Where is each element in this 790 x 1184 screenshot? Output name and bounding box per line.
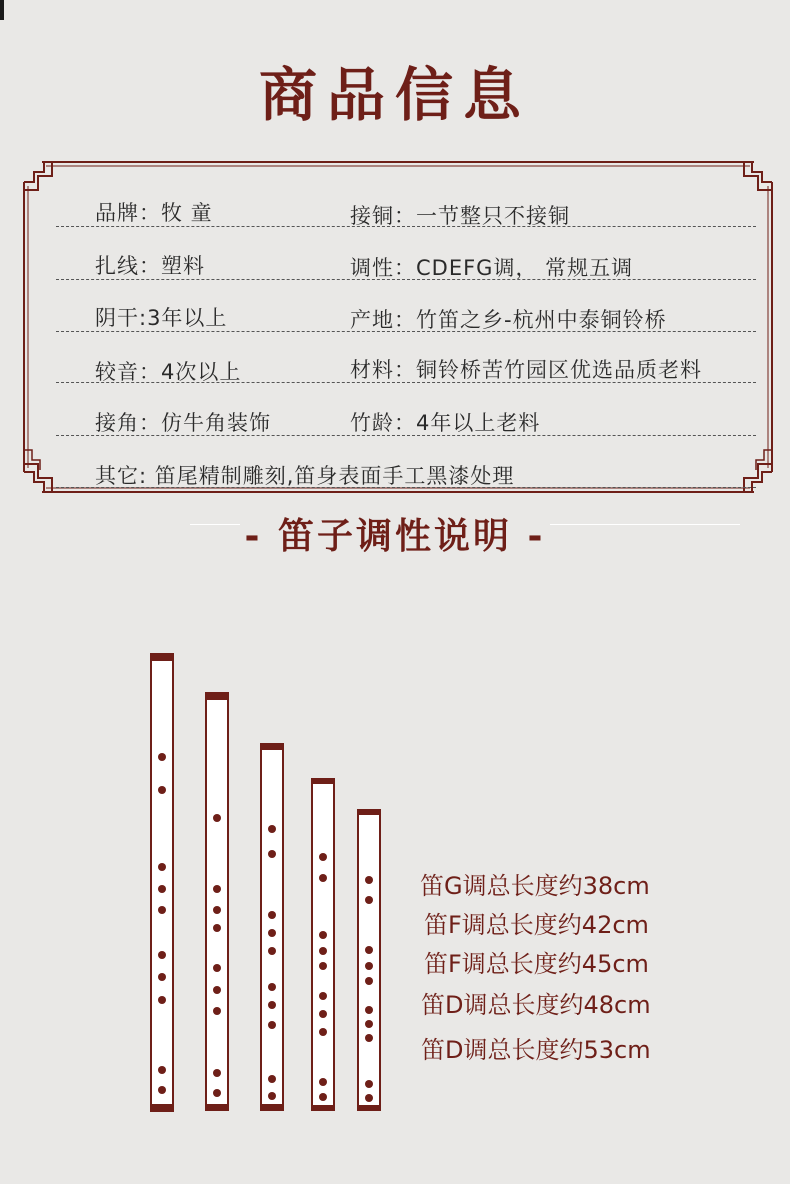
spec-drying: 阴干:3年以上 — [95, 306, 228, 330]
flute-d-48 — [311, 778, 335, 1111]
spec-tuning: 较音：4次以上 — [95, 360, 242, 384]
flute-f-42 — [205, 692, 229, 1110]
spec-key: 调性：CDEFG调， 常规五调 — [350, 256, 634, 280]
page-title: 商品信息 — [258, 61, 531, 129]
flute-d-53 — [357, 809, 381, 1111]
spec-brand: 品牌：牧 童 — [95, 201, 213, 225]
spec-origin: 产地：竹笛之乡-杭州中泰铜铃桥 — [350, 308, 667, 332]
section-title: - 笛子调性说明 - — [244, 516, 546, 557]
flute-legend-g: 笛G调总长度约38cm — [420, 872, 650, 900]
flute-legend-d48: 笛D调总长度约48cm — [421, 991, 651, 1019]
flute-g — [150, 653, 174, 1112]
flute-legend-f45: 笛F调总长度约45cm — [424, 950, 649, 978]
spec-bamboo-age: 竹龄：4年以上老料 — [350, 411, 541, 435]
flute-legend-f42: 笛F调总长度约42cm — [424, 911, 649, 939]
flute-legend-d53: 笛D调总长度约53cm — [421, 1036, 651, 1064]
spec-copper: 接铜：一节整只不接铜 — [350, 204, 570, 228]
spec-other: 其它: 笛尾精制雕刻,笛身表面手工黑漆处理 — [95, 464, 515, 488]
flute-f-45 — [260, 743, 284, 1110]
spec-material: 材料：铜铃桥苦竹园区优选品质老料 — [350, 358, 702, 382]
spec-horn: 接角：仿牛角装饰 — [95, 411, 271, 435]
spec-binding: 扎线：塑料 — [95, 254, 205, 278]
